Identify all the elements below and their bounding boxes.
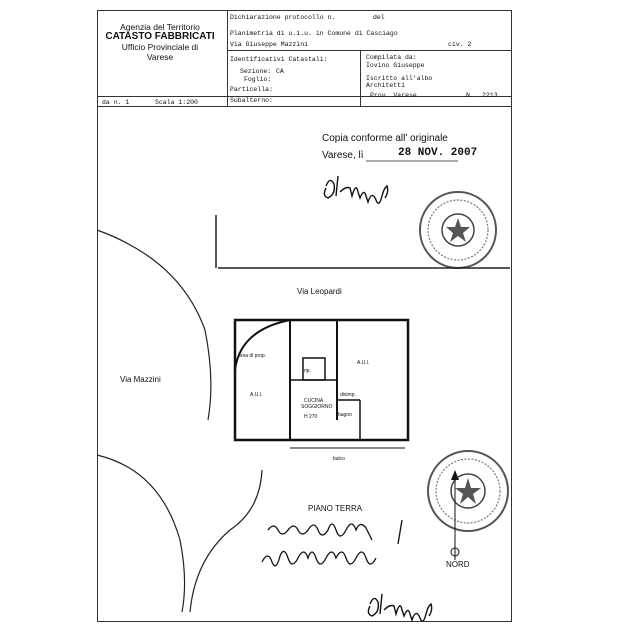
- floor-label: PIANO TERRA: [308, 504, 363, 513]
- plan-municipality-line: Planimetria di u.i.u. in Comune di Casciago: [230, 30, 398, 37]
- register-line-2: Architetti: [366, 82, 406, 89]
- area-label: area di prop.: [238, 353, 267, 359]
- particella-label: Particella:: [230, 86, 273, 93]
- sezione-value: CA: [276, 68, 284, 75]
- unit-label-right: A.U.I.: [357, 360, 370, 366]
- street-curve-lower: [97, 455, 185, 612]
- foglio-label: Foglio:: [244, 76, 272, 83]
- unit-label-left: A.U.I.: [250, 392, 263, 398]
- agency-name: Agenzia del Territorio: [120, 22, 200, 32]
- declaration-date-label: del: [373, 14, 385, 21]
- sezione-label: Sezione:: [240, 68, 272, 75]
- scale-label: Scala 1:200: [155, 99, 198, 106]
- subalterno-label: Subalterno:: [230, 97, 273, 104]
- building-rounded-corner: [235, 320, 290, 370]
- street-curve-upper: [97, 230, 211, 420]
- street-curve-right: [190, 470, 262, 612]
- kitchen-label: CUCINA: [304, 398, 324, 404]
- compiled-by-label: Compilata da:: [366, 54, 417, 61]
- identifiers-title: Identificativi Catastali:: [230, 56, 328, 63]
- agency-city: Varese: [146, 52, 174, 62]
- living-label: SOGGIORNO: [301, 404, 333, 410]
- bath-label: bagno: [338, 412, 352, 418]
- register-number: 2213: [482, 92, 498, 99]
- agency-office: Ufficio Provinciale di: [121, 42, 199, 52]
- sheet-number: da n. 1: [102, 99, 130, 106]
- agency-registry: CATASTO FABBRICATI: [105, 31, 215, 42]
- official-seal-top: [420, 192, 496, 268]
- civic-number: civ. 2: [448, 41, 472, 48]
- address-line: Via Giuseppe Mazzini: [230, 41, 309, 48]
- register-line-1: Iscritto all'albo: [366, 75, 433, 82]
- declaration-label: Dichiarazione protocollo n.: [230, 14, 336, 21]
- height-label: H 270: [304, 414, 318, 420]
- street-label-left: Via Mazzini: [120, 375, 161, 384]
- storage-label: rip.: [304, 368, 311, 374]
- balcony-label: balco: [333, 456, 345, 462]
- copy-conform-text: Copia conforme all' originale: [322, 133, 448, 144]
- copy-date-stamp: 28 NOV. 2007: [398, 147, 478, 159]
- official-seal-bottom: [428, 451, 508, 531]
- signature-top: [324, 176, 387, 203]
- compiled-by-name: Iovino Giuseppe: [366, 62, 425, 69]
- province-label: Prov. Varese: [370, 92, 417, 99]
- copy-place-label: Varese, lì: [322, 150, 364, 161]
- handwritten-note-2: [262, 551, 376, 565]
- handwritten-note-1: [268, 520, 402, 544]
- north-label: NORD: [446, 560, 470, 569]
- hall-label: disimp.: [340, 392, 356, 398]
- street-label-top: Via Leopardi: [297, 287, 342, 296]
- register-number-label: N.: [466, 92, 474, 99]
- signature-bottom: [368, 594, 431, 621]
